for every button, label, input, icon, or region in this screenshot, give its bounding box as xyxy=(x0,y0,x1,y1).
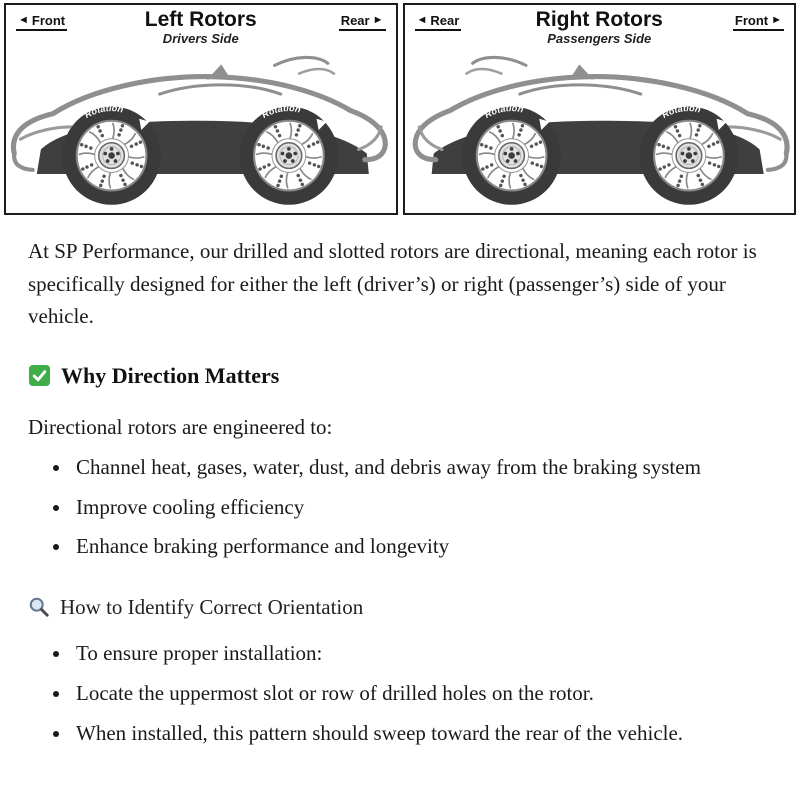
list-item: • To ensure proper installation: xyxy=(72,637,772,670)
article-body xyxy=(4,215,796,749)
list-item: • Enhance braking performance and longevity xyxy=(72,530,772,563)
panel-right-header xyxy=(405,5,795,49)
arrow-left-icon: ◄ xyxy=(416,14,428,26)
rear-label xyxy=(415,13,462,31)
panel-left-header xyxy=(6,5,396,49)
rear-label-text: Rear xyxy=(430,13,460,28)
section2-bullet-list xyxy=(28,637,772,749)
panel-title: Right Rotors xyxy=(535,8,663,31)
rear-label-text: Rear xyxy=(340,13,370,28)
car-illustration-right xyxy=(405,49,795,211)
car-illustration-left xyxy=(6,49,396,211)
section1-lead: Directional rotors are engineered to: xyxy=(28,414,333,439)
magnifier-icon xyxy=(28,596,50,618)
intro-paragraph: At SP Performance, our drilled and slotted rotors are directional, meaning each rotor is specifically designed for either the left (driver’s) or right (passenger’s) side of your vehicle. xyxy=(28,239,757,329)
diagram-panel-right xyxy=(403,3,797,215)
front-label xyxy=(733,13,784,31)
arrow-right-icon: ► xyxy=(771,14,782,26)
panel-subtitle: Drivers Side xyxy=(162,31,239,47)
panel-right-titles xyxy=(463,8,736,46)
rear-label xyxy=(339,13,386,31)
diagram-panel-left xyxy=(4,3,398,215)
panel-left-titles xyxy=(64,8,337,46)
list-item: • Improve cooling efficiency xyxy=(72,491,772,524)
front-label xyxy=(16,13,67,31)
list-item: • When installed, this pattern should sweep toward the rear of the vehicle. xyxy=(72,717,772,750)
section-heading-how-to-identify xyxy=(28,591,772,624)
list-item: • Locate the uppermost slot or row of drilled holes on the rotor. xyxy=(72,677,772,710)
arrow-left-icon: ◄ xyxy=(18,14,29,26)
section1-bullet-list xyxy=(28,451,772,563)
section-heading-text: How to Identify Correct Orientation xyxy=(60,594,364,619)
panel-subtitle: Passengers Side xyxy=(547,31,652,47)
check-icon xyxy=(28,364,51,387)
rotor-diagram xyxy=(4,3,796,215)
arrow-right-icon: ► xyxy=(372,14,384,26)
panel-title: Left Rotors xyxy=(144,8,257,31)
section-heading-why-direction-matters xyxy=(28,359,772,393)
section-heading-text: Why Direction Matters xyxy=(61,362,280,388)
list-item: • Channel heat, gases, water, dust, and debris away from the braking system xyxy=(72,451,772,484)
front-label-text: Front xyxy=(31,13,66,28)
front-label-text: Front xyxy=(734,13,769,28)
